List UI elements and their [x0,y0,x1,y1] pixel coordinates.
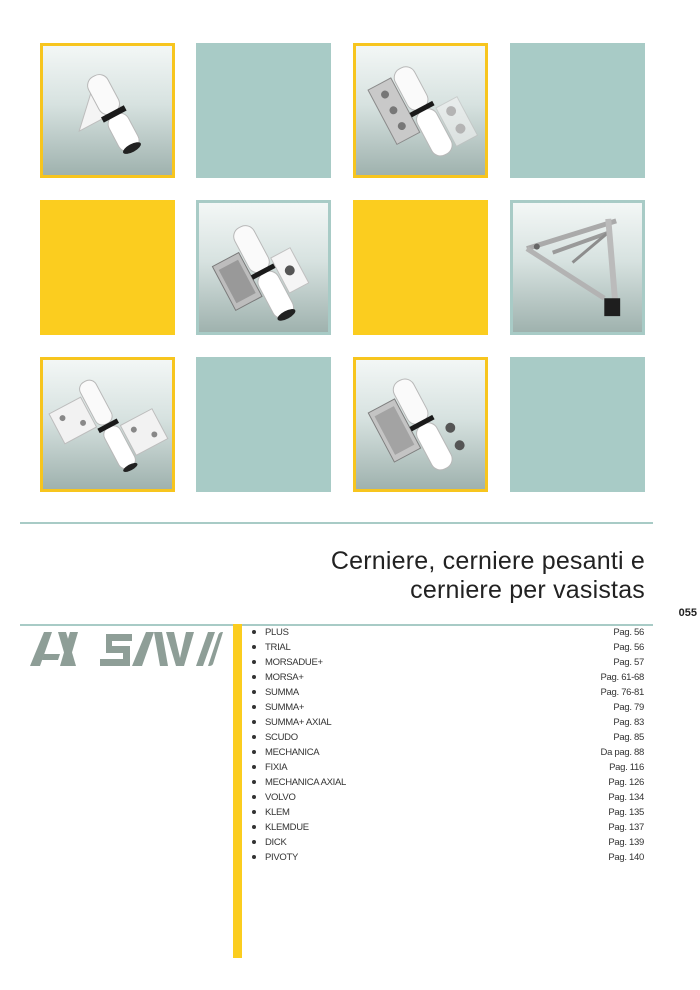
bullet-icon [252,690,256,694]
toc-row[interactable] [252,640,644,655]
bullet-icon [252,750,256,754]
accent-bar [233,624,242,958]
toc-item-name: SUMMA+ [252,702,613,713]
toc-row[interactable] [252,835,644,850]
decor-tile-yellow [40,200,175,335]
product-photo-hinge-4 [40,357,175,492]
bullet-icon [252,855,256,859]
toc-row[interactable] [252,730,644,745]
toc-item-page: Pag. 135 [608,807,644,818]
bullet-icon [252,675,256,679]
hinge-photo-icon [43,46,172,175]
page-title-line-2: cerniere per vasistas [410,576,645,604]
toc-item-name: PIVOTY [252,852,608,863]
toc-row[interactable] [252,850,644,865]
toc-row[interactable] [252,760,644,775]
toc-item-page: Pag. 116 [609,762,644,773]
toc-item-name: SUMMA+ AXIAL [252,717,613,728]
toc-item-page: Pag. 57 [613,657,644,668]
toc-row[interactable] [252,820,644,835]
toc-item-page: Pag. 137 [608,822,644,833]
page-title [185,547,645,605]
toc-item-page: Pag. 76-81 [600,687,644,698]
toc-item-page: Pag. 85 [613,732,644,743]
toc-item-name: VOLVO [252,792,608,803]
decor-tile-teal [196,43,331,178]
toc-row[interactable] [252,715,644,730]
divider-top [20,522,653,524]
toc-item-name: MORSA+ [252,672,601,683]
bullet-icon [252,630,256,634]
hinge-photo-icon [199,203,328,332]
product-photo-tilt-hinge [510,200,645,335]
page-number: 055 [678,607,697,619]
savio-logo [28,630,223,668]
bullet-icon [252,645,256,649]
product-photo-hinge-1 [40,43,175,178]
toc-item-page: Da pag. 88 [600,747,644,758]
decor-tile-teal [510,43,645,178]
product-photo-hinge-2 [353,43,488,178]
tilt-hinge-photo-icon [513,203,642,332]
toc-row[interactable] [252,670,644,685]
toc-item-name: MORSADUE+ [252,657,613,668]
bullet-icon [252,810,256,814]
toc-row[interactable] [252,625,644,640]
toc-item-page: Pag. 140 [608,852,644,863]
toc-item-name: TRIAL [252,642,613,653]
hinge-photo-icon [356,46,485,175]
hinge-photo-icon [356,360,485,489]
toc-row[interactable] [252,700,644,715]
toc-row[interactable] [252,790,644,805]
toc-row[interactable] [252,805,644,820]
toc-row[interactable] [252,775,644,790]
toc-item-name: DICK [252,837,608,848]
bullet-icon [252,735,256,739]
toc-item-page: Pag. 139 [608,837,644,848]
bullet-icon [252,660,256,664]
toc-item-page: Pag. 126 [608,777,644,788]
bullet-icon [252,840,256,844]
decor-tile-teal [196,357,331,492]
bullet-icon [252,765,256,769]
product-photo-hinge-3 [196,200,331,335]
page-title-line-1: Cerniere, cerniere pesanti e [330,547,645,575]
decor-tile-teal [510,357,645,492]
decor-tile-yellow [353,200,488,335]
toc-row[interactable] [252,655,644,670]
toc-item-page: Pag. 61-68 [600,672,644,683]
hinge-photo-icon [43,360,172,489]
product-photo-hinge-5 [353,357,488,492]
toc-item-page: Pag. 79 [613,702,644,713]
toc-row[interactable] [252,685,644,700]
toc-item-name: MECHANICA AXIAL [252,777,608,788]
toc-row[interactable] [252,745,644,760]
bullet-icon [252,780,256,784]
toc-item-page: Pag. 56 [613,627,644,638]
toc-item-name: PLUS [252,627,613,638]
toc-item-name: SUMMA [252,687,601,698]
toc-item-name: KLEMDUE [252,822,608,833]
toc-item-name: SCUDO [252,732,613,743]
bullet-icon [252,795,256,799]
toc-item-name: FIXIA [252,762,609,773]
toc-item-page: Pag. 83 [613,717,644,728]
toc-item-page: Pag. 56 [613,642,644,653]
toc-item-name: MECHANICA [252,747,601,758]
toc-item-name: KLEM [252,807,608,818]
bullet-icon [252,705,256,709]
bullet-icon [252,825,256,829]
table-of-contents [252,625,644,865]
bullet-icon [252,720,256,724]
toc-item-page: Pag. 134 [608,792,644,803]
